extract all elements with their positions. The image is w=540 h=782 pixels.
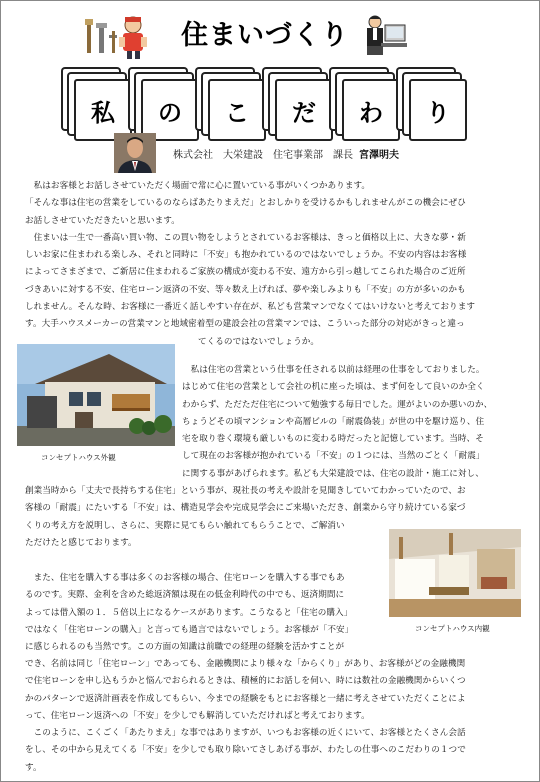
page-title: 住まいづくり bbox=[181, 20, 349, 51]
title-card-2: の bbox=[141, 79, 199, 141]
author-line bbox=[173, 146, 399, 161]
title-card-4: だ bbox=[275, 79, 333, 141]
author-name: 宮澤明夫 bbox=[359, 150, 399, 161]
concept-house-interior-photo bbox=[389, 529, 521, 617]
body-text-intro: 私はお客様とお話しさせていただく場面で常に心に置いている事がいくつかあります。 「そんな事は住宅の営業をしているのならばあたりまえだ」とおしかりを受けるかもしれませんがこの機会にぜひ お話しさせていただきたいと思います。 住まいは一生で一番高い買い物、この買い物をしようとされているお客様は、きっと価格以上に、大きな夢・新 しいお家に住まわれる楽しみ、それと同時に「不安」も抱かれているのではないでしょうか。不安の内容はお客様 によってさまざまで、ご新居に住まわれるご家族の構成が変わる不安、遠方から引っ越してこられた場合のご近所 づきあいに対する不安、住宅ローン返済の不安、等々数え上げれば、夢や楽しみよりも「不安」の方が多いのかも しれません。そんな時、お客様に一番近く話しやすい存在が、私ども営業マンでなくてはいけないと考えております す。大手ハウスメーカーの営業マンと地域密着型の建設会社の営業マンでは、こういった部分の対応がきっと違っ bbox=[25, 181, 475, 330]
tools-illustration-icon bbox=[83, 13, 155, 61]
office-worker-illustration-icon bbox=[361, 13, 409, 57]
author-photo bbox=[114, 133, 156, 173]
body-text-intro-end: てくるのではないでしょうか。 bbox=[198, 337, 320, 347]
caption-exterior: コンセプトハウス外観 bbox=[41, 453, 116, 462]
body-text-loan: また、住宅を購入する事は多くのお客様の場合、住宅ローンを購入する事でもあ るのです。実際、金利を含めた総返済額は現在の低金利時代の中でも、返済期間に よっては借入額の１．５倍以上になるケースがあります。こうなると「住宅の購入」 ではなく「住宅ローンの購入」と言っても過言ではないでしょう。お客様が「不安」 に感じられるのも当然です。この方面の知識は前職での経理の経験を活かすことが bbox=[25, 573, 354, 653]
body-text-loan-detail: でき、名前は同じ「住宅ローン」であっても、金融機関により様々な「からくり」があり、お客様がどの金融機関 で住宅ローンを申し込もうかと悩んでおられるときは、積極的にお話しを伺い、時には数社の金融機関からいくつ かのパターンで返済計画表を作成してもらい、今までの経験をもとにお客様と一緒に考えさせていただくことによ って、住宅ローン返済への「不安」を少しでも解消していただければと考えております。 bbox=[25, 659, 466, 721]
body-text-earthquake: 創業当時から「丈夫で長持ちする住宅」という事が、現社長の考えや設計を見聞きしていてわかっていたので、お 客様の「耐震」にたいする「不安」は、構造見学会や完成見学会にご来場いただき、創業から守り続けている家づ くりの考え方を説明し、さらに、実際に見てもらい触れてもらうことで、ご解消い ただけたと感じております。 bbox=[25, 486, 466, 548]
body-text-career: 私は住宅の営業という仕事を任される以前は経理の仕事をしておりました。 はじめて住宅の営業として会社の机に座った頃は、まず何をして良いのか全く わからず、ただただ住宅について勉強する毎日でした。運がよいのか悪いのか、 ちょうどその頃マンションや高層ビルの「耐震偽装」が世の中を駆け巡り、住 宅を取り巻く環境も厳しいものに変わる時だったと記憶しています。当時、そ して現在のお客様が抱かれている「不安」の１つには、当然のごとく「耐震」 に関する事があげられます。私ども大栄建設では、住宅の設計・施工に対し、 bbox=[182, 365, 493, 479]
caption-interior: コンセプトハウス内観 bbox=[415, 624, 490, 633]
title-card-3: こ bbox=[208, 79, 266, 141]
title-card-6: り bbox=[409, 79, 467, 141]
title-card-5: わ bbox=[342, 79, 400, 141]
body-text-closing: このように、こくごく「あたりまえ」な事ではありますが、いつもお客様の近くにいて、お客様とたくさん会話 をし、その中から見えてくる「不安」を少しでも取り除いてさしあげる事が、わたしの仕事へのこだわりの１つで す。 bbox=[25, 728, 466, 773]
title-card-1: 私 bbox=[74, 79, 132, 141]
author-company: 株式会社 大栄建設 住宅事業部 課長 bbox=[173, 150, 353, 161]
concept-house-exterior-photo bbox=[17, 344, 175, 446]
